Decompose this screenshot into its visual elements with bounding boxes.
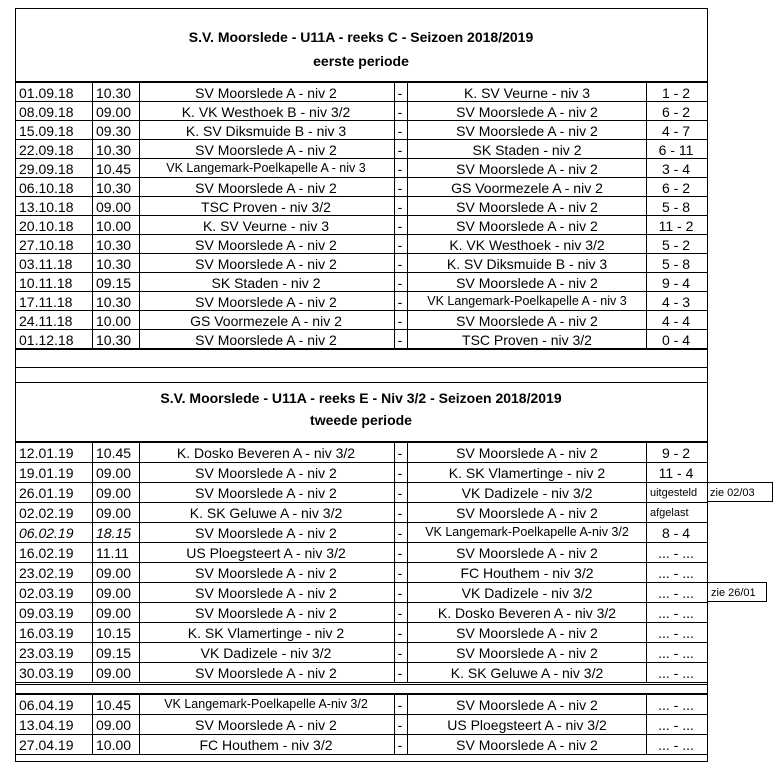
away-team: K. Dosko Beveren A - niv 3/2 [437,605,617,621]
versus-separator: - [397,465,403,481]
match-time: 10.00 [96,217,132,234]
match-score: ... - ... [658,625,694,641]
match-time: 10.45 [96,160,132,177]
match-date: 16.02.19 [19,545,74,561]
match-score: 5 - 8 [661,198,691,215]
match-time: 10.30 [96,141,132,158]
match-score: uitgesteld [650,487,698,499]
home-team: SV Moorslede A - niv 2 [195,179,337,196]
home-team: VK Dadizele - niv 3/2 [200,645,332,661]
section2-title: S.V. Moorslede - U11A - reeks E - Niv 3/2 - Seizoen 2018/2019 [160,390,562,406]
match-date: 08.09.18 [19,103,74,120]
away-team: SV Moorslede A - niv 2 [456,160,598,177]
versus-separator: - [397,737,403,753]
versus-separator: - [397,84,403,101]
versus-separator: - [397,293,403,310]
away-team: SK Staden - niv 2 [472,141,582,158]
match-score: 4 - 4 [661,312,691,329]
match-score: 3 - 4 [661,160,691,177]
versus-separator: - [397,697,403,713]
home-team: K. SK Geluwe A - niv 3/2 [189,505,343,521]
away-team: SV Moorslede A - niv 2 [456,645,598,661]
match-score: ... - ... [658,717,694,733]
versus-separator: - [397,236,403,253]
versus-separator: - [397,122,403,139]
versus-separator: - [397,525,403,541]
match-date: 19.01.19 [19,465,74,481]
match-time: 10.30 [96,293,132,310]
match-score: afgelast [650,507,689,519]
away-team: SV Moorslede A - niv 2 [456,274,598,291]
away-team: SV Moorslede A - niv 2 [456,545,598,561]
away-team: K. SK Geluwe A - niv 3/2 [450,665,604,681]
away-team: SV Moorslede A - niv 2 [456,505,598,521]
home-team: FC Houthem - niv 3/2 [199,737,333,753]
home-team: SV Moorslede A - niv 2 [195,665,337,681]
away-team: TSC Proven - niv 3/2 [462,331,592,348]
match-time: 09.00 [96,103,132,120]
versus-separator: - [397,217,403,234]
home-team: SV Moorslede A - niv 2 [195,717,337,733]
versus-separator: - [397,625,403,641]
match-score: 9 - 4 [661,274,691,291]
match-score: 6 - 11 [658,141,694,158]
match-time: 18.15 [96,525,132,541]
match-date: 20.10.18 [19,217,74,234]
home-team: VK Langemark-Poelkapelle A - niv 3 [166,160,366,175]
away-team: SV Moorslede A - niv 2 [456,625,598,641]
versus-separator: - [397,331,403,348]
match-score: 5 - 8 [661,255,691,272]
match-time: 09.00 [96,465,132,481]
away-team: SV Moorslede A - niv 2 [456,697,598,713]
home-team: US Ploegsteert A - niv 3/2 [186,545,346,561]
home-team: SV Moorslede A - niv 2 [195,293,337,310]
match-time: 09.30 [96,122,132,139]
versus-separator: - [397,545,403,561]
versus-separator: - [397,179,403,196]
away-team: SV Moorslede A - niv 2 [456,122,598,139]
match-time: 09.00 [96,485,132,501]
away-team: SV Moorslede A - niv 2 [456,445,598,461]
match-time: 10.45 [96,697,132,713]
versus-separator: - [397,160,403,177]
away-team: SV Moorslede A - niv 2 [456,312,598,329]
match-time: 10.15 [96,625,132,641]
match-time: 09.00 [96,585,132,601]
match-time: 09.00 [96,198,132,215]
match-time: 09.00 [96,565,132,581]
match-score: 6 - 2 [661,179,691,196]
home-team: K. SV Veurne - niv 3 [202,217,330,234]
section2-subtitle: tweede periode [310,412,412,428]
match-score: ... - ... [658,545,694,561]
versus-separator: - [397,312,403,329]
match-time: 10.30 [96,84,132,101]
home-team: K. SV Diksmuide B - niv 3 [185,122,347,139]
match-date: 01.12.18 [19,331,74,348]
home-team: K. Dosko Beveren A - niv 3/2 [176,445,356,461]
home-team: SV Moorslede A - niv 2 [195,255,337,272]
match-date: 23.03.19 [19,645,74,661]
match-date: 15.09.18 [19,122,74,139]
home-team: SV Moorslede A - niv 2 [195,141,337,158]
away-team: VK Langemark-Poelkapelle A - niv 3 [427,293,627,308]
match-date: 27.04.19 [19,737,74,753]
match-date: 12.01.19 [19,445,74,461]
home-team: SV Moorslede A - niv 2 [195,331,337,348]
match-score: ... - ... [658,645,694,661]
away-team: VK Langemark-Poelkapelle A-niv 3/2 [425,525,629,539]
match-score: 11 - 2 [658,217,694,234]
away-team: SV Moorslede A - niv 2 [456,198,598,215]
match-score: 0 - 4 [661,331,691,348]
match-date: 06.10.18 [19,179,74,196]
match-date: 22.09.18 [19,141,74,158]
match-score: ... - ... [658,605,694,621]
home-team: TSC Proven - niv 3/2 [201,198,331,215]
home-team: K. VK Westhoek B - niv 3/2 [181,103,351,120]
away-team: SV Moorslede A - niv 2 [456,737,598,753]
match-date: 16.03.19 [19,625,74,641]
versus-separator: - [397,274,403,291]
away-team: US Ploegsteert A - niv 3/2 [447,717,607,733]
match-date: 13.04.19 [19,717,74,733]
match-score: ... - ... [658,565,694,581]
home-team: SV Moorslede A - niv 2 [195,525,337,541]
match-date: 13.10.18 [19,198,74,215]
match-score: ... - ... [658,585,694,601]
versus-separator: - [397,198,403,215]
match-score: ... - ... [658,665,694,681]
match-time: 10.30 [96,255,132,272]
home-team: SV Moorslede A - niv 2 [195,585,337,601]
away-team: K. SK Vlamertinge - niv 2 [448,465,606,481]
match-date: 30.03.19 [19,665,74,681]
match-time: 09.00 [96,665,132,681]
match-note: zie 02/03 [710,487,755,499]
match-date: 06.02.19 [19,525,74,541]
match-time: 09.15 [96,274,132,291]
match-time: 10.30 [96,331,132,348]
match-date: 02.03.19 [19,585,74,601]
away-team: GS Voormezele A - niv 2 [451,179,603,196]
match-date: 17.11.18 [19,293,73,310]
match-date: 23.02.19 [19,565,74,581]
versus-separator: - [397,605,403,621]
away-team: FC Houthem - niv 3/2 [460,565,594,581]
match-score: 9 - 2 [661,445,691,461]
versus-separator: - [397,255,403,272]
section1-subtitle: eerste periode [313,53,409,69]
versus-separator: - [397,717,403,733]
home-team: SV Moorslede A - niv 2 [195,605,337,621]
away-team: SV Moorslede A - niv 2 [456,103,598,120]
match-date: 29.09.18 [19,160,74,177]
versus-separator: - [397,645,403,661]
match-score: 6 - 2 [661,103,691,120]
match-score: ... - ... [658,737,694,753]
match-time: 10.00 [96,737,132,753]
match-score: 1 - 2 [661,84,691,101]
home-team: SV Moorslede A - niv 2 [195,565,337,581]
match-score: 8 - 4 [661,525,691,541]
match-score: ... - ... [658,697,694,713]
match-time: 09.00 [96,605,132,621]
match-date: 10.11.18 [19,274,73,291]
away-team: K. SV Diksmuide B - niv 3 [446,255,608,272]
match-date: 06.04.19 [19,697,74,713]
away-team: VK Dadizele - niv 3/2 [461,485,593,501]
versus-separator: - [397,485,403,501]
home-team: K. SK Vlamertinge - niv 2 [187,625,345,641]
match-date: 24.11.18 [19,312,73,329]
versus-separator: - [397,565,403,581]
away-team: K. VK Westhoek - niv 3/2 [449,236,605,253]
match-time: 10.30 [96,179,132,196]
match-time: 10.00 [96,312,132,329]
match-score: 4 - 3 [661,293,691,310]
home-team: SV Moorslede A - niv 2 [195,236,337,253]
match-time: 09.00 [96,505,132,521]
match-note: zie 26/01 [711,587,756,599]
match-score: 11 - 4 [658,465,694,481]
match-date: 02.02.19 [19,505,74,521]
match-date: 03.11.18 [19,255,73,272]
match-score: 5 - 2 [661,236,691,253]
home-team: SV Moorslede A - niv 2 [195,485,337,501]
match-date: 09.03.19 [19,605,74,621]
versus-separator: - [397,665,403,681]
home-team: VK Langemark-Poelkapelle A-niv 3/2 [164,697,368,711]
match-time: 10.30 [96,236,132,253]
versus-separator: - [397,585,403,601]
match-score: 4 - 7 [661,122,691,139]
versus-separator: - [397,445,403,461]
versus-separator: - [397,103,403,120]
home-team: SV Moorslede A - niv 2 [195,84,337,101]
match-time: 10.45 [96,445,132,461]
away-team: VK Dadizele - niv 3/2 [461,585,593,601]
versus-separator: - [397,505,403,521]
away-team: K. SV Veurne - niv 3 [463,84,591,101]
match-date: 27.10.18 [19,236,74,253]
match-time: 09.15 [96,645,132,661]
versus-separator: - [397,141,403,158]
match-time: 09.00 [96,717,132,733]
away-team: SV Moorslede A - niv 2 [456,217,598,234]
home-team: SV Moorslede A - niv 2 [195,465,337,481]
match-date: 26.01.19 [19,485,74,501]
match-date: 01.09.18 [19,84,74,101]
home-team: GS Voormezele A - niv 2 [190,312,342,329]
match-time: 11.11 [96,545,129,561]
home-team: SK Staden - niv 2 [211,274,321,291]
section1-title: S.V. Moorslede - U11A - reeks C - Seizoen 2018/2019 [188,29,534,45]
